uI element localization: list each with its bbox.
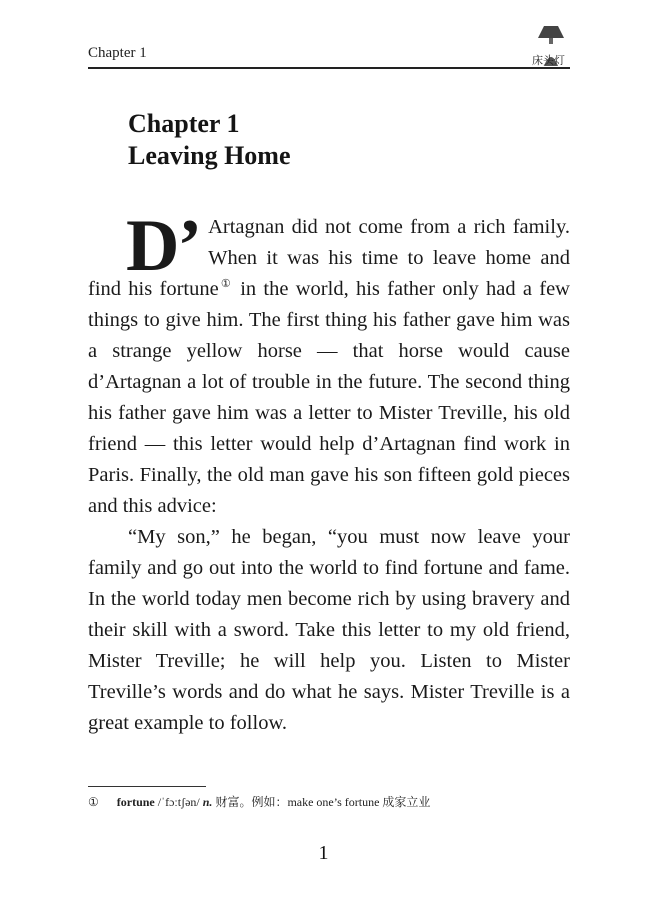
paragraph-1-text-b: in the world, his father only had a few things to give him. The first thing his father gave him was a strange yellow horse — that horse would cause d’Artagnan a lot of trouble in the future. The second thing his father gave him was a letter to Mister Treville, his old friend — this letter would help d’Artagnan find work in Paris. Finally, the old man gave his son fifteen gold pieces and this advice: [88,278,570,517]
lamp-logo-icon [530,24,572,68]
footnote-part-of-speech: n. [202,795,213,809]
footnote-number: ① [88,795,99,809]
footnote [88,793,430,810]
page-number: 1 [318,842,329,864]
footnote-phonetic: /ˈfɔːtʃən/ [154,795,203,809]
footnote-word: fortune [116,795,155,809]
paragraph-1 [88,205,570,522]
chapter-number: Chapter 1 [128,109,240,138]
drop-cap: D’ [126,205,201,287]
body-text [88,205,570,739]
logo-text: 床头灯 [532,54,565,67]
footnote-rule [88,786,206,787]
running-head: Chapter 1 [88,45,147,61]
footnote-definition: 财富。例如：make one’s fortune 成家立业 [212,795,431,809]
paragraph-2: “My son,” he began, “you must now leave your family and go out into the world to find fortune and fame. In the world today men become rich by using bravery and their skill with a sword. Take this letter to my old friend, Mister Treville; he will help you. Listen to Mister Treville’s words and do what he says. Mister Treville is a great example to follow. [88,526,570,734]
chapter-heading [128,108,291,172]
chapter-title: Leaving Home [128,141,291,170]
paragraph-1-text-a: Artagnan did not come from a rich family. When it was his time to leave home and find his fortune [88,216,570,300]
header-rule [88,67,570,69]
footnote-reference[interactable]: ① [218,278,233,291]
